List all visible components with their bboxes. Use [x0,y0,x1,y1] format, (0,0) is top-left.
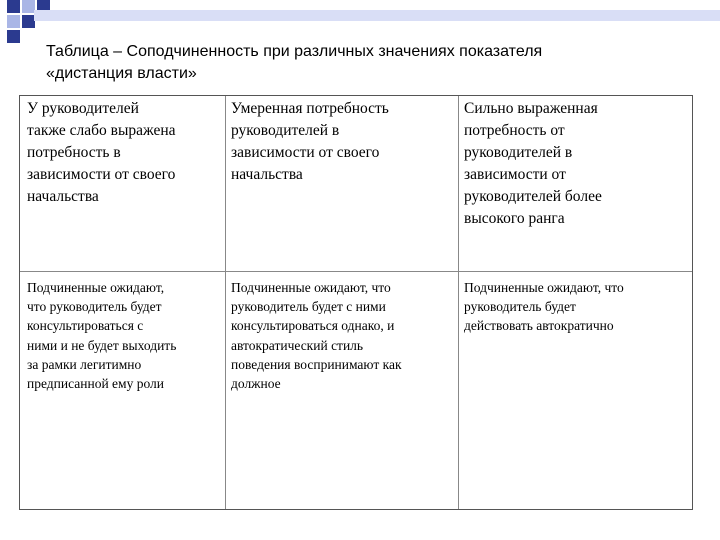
decor-square [7,15,20,28]
decorative-header-band [34,10,720,21]
table-cell: Подчиненные ожидают, что руководитель будет консультироваться с ними и не будет выходить за рамки легитимно предписанной ему роли [27,280,177,392]
table-row-divider [20,271,692,272]
comparison-table [19,95,693,510]
table-cell: У руководителей также слабо выражена потребность в зависимости от своего начальства [27,100,176,205]
table-column-divider [458,96,459,509]
table-cell: Подчиненные ожидают, что руководитель будет действовать автократично [464,280,624,334]
table-cell: Сильно выраженная потребность от руководителей в зависимости от руководителей более высокого ранга [464,100,602,227]
table-cell: Умеренная потребность руководителей в зависимости от своего начальства [231,100,389,183]
page-title: Таблица – Соподчиненность при различных значениях показателя «дистанция власти» [46,43,543,82]
table-cell: Подчиненные ожидают, что руководитель будет с ними консультироваться однако, и автократический стиль поведения воспринимают как должное [231,280,402,392]
decor-square [7,30,20,43]
decor-square [7,0,20,13]
